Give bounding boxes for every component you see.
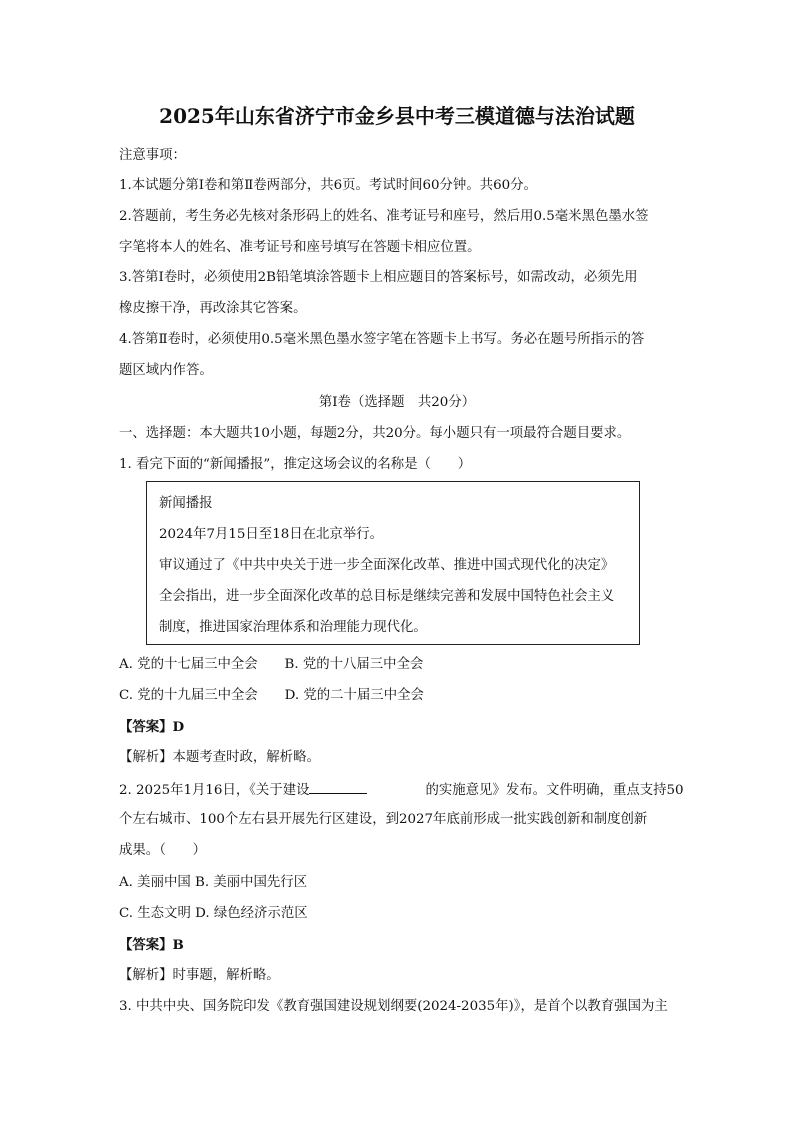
question-1-answer: 【答案】D [119, 719, 185, 735]
question-2-options: C. 生态文明 D. 绿色经济示范区 [119, 906, 308, 921]
question-2-stem [119, 779, 684, 801]
news-box-line: 审议通过了《中共中央关于进一步全面深化改革、推进中国式现代化的决定》 [159, 558, 615, 573]
news-box-line: 全会指出，进一步全面深化改革的总目标是继续完善和发展中国特色社会主义 [159, 589, 615, 604]
question-2-analysis: 【解析】时事题，解析略。 [119, 968, 280, 983]
question-2-answer: 【答案】B [119, 937, 184, 953]
notice-heading: 注意事项： [119, 148, 186, 163]
question-2-stem-start: 2. 2025年1月16日，《关于建设 [119, 783, 310, 798]
question-2-line: 成果。（ ） [119, 843, 207, 858]
notice-item: 字笔将本人的姓名、准考证号和座号填写在答题卡相应位置。 [119, 240, 481, 255]
question-3-stem: 3. 中共中央、国务院印发《教育强国建设规划纲要(2024-2035年)》，是首个以教育强国为主 [119, 999, 668, 1014]
news-box-line: 制度，推进国家治理体系和治理能力现代化。 [159, 620, 427, 635]
notice-item: 橡皮擦干净，再改涂其它答案。 [119, 301, 307, 316]
notice-item: 题区域内作答。 [119, 363, 213, 378]
news-box [146, 481, 640, 645]
question-1-analysis: 【解析】本题考查时政，解析略。 [119, 750, 320, 765]
question-1-options: A. 党的十七届三中全会 B. 党的十八届三中全会 [119, 657, 424, 672]
section-title: 第Ⅰ卷（选择题 共20分） [318, 395, 476, 410]
fill-blank [309, 779, 367, 794]
question-2-stem-end: 的实施意见》发布。文件明确，重点支持50 [425, 783, 684, 798]
notice-item: 3.答第Ⅰ卷时，必须使用2B铅笔填涂答题卡上相应题目的答案标号，如需改动，必须先用 [119, 270, 638, 285]
question-1-stem: 1. 看完下面的“新闻播报”，推定这场会议的名称是（ ） [119, 457, 472, 472]
notice-item: 2.答题前，考生务必先核对条形码上的姓名、准考证号和座号，然后用0.5毫米黑色墨水签 [119, 209, 649, 224]
news-box-line: 新闻播报 [159, 496, 213, 511]
section-instruction: 一、选择题：本大题共10小题，每题2分，共20分。每小题只有一项最符合题目要求。 [119, 426, 631, 441]
page-title: 2025年山东省济宁市金乡县中考三模道德与法治试题 [159, 104, 635, 128]
question-2-line: 个左右城市、100个左右县开展先行区建设，到2027年底前形成一批实践创新和制度创新 [119, 812, 648, 827]
question-2-options: A. 美丽中国 B. 美丽中国先行区 [119, 875, 308, 890]
notice-item: 4.答第Ⅱ卷时，必须使用0.5毫米黑色墨水签字笔在答题卡上书写。务必在题号所指示的答 [119, 332, 645, 347]
question-1-options: C. 党的十九届三中全会 D. 党的二十届三中全会 [119, 688, 424, 703]
news-box-line: 2024年7月15日至18日在北京举行。 [159, 527, 383, 542]
notice-item: 1.本试题分第Ⅰ卷和第Ⅱ卷两部分，共6页。考试时间60分钟。共60分。 [119, 178, 537, 193]
